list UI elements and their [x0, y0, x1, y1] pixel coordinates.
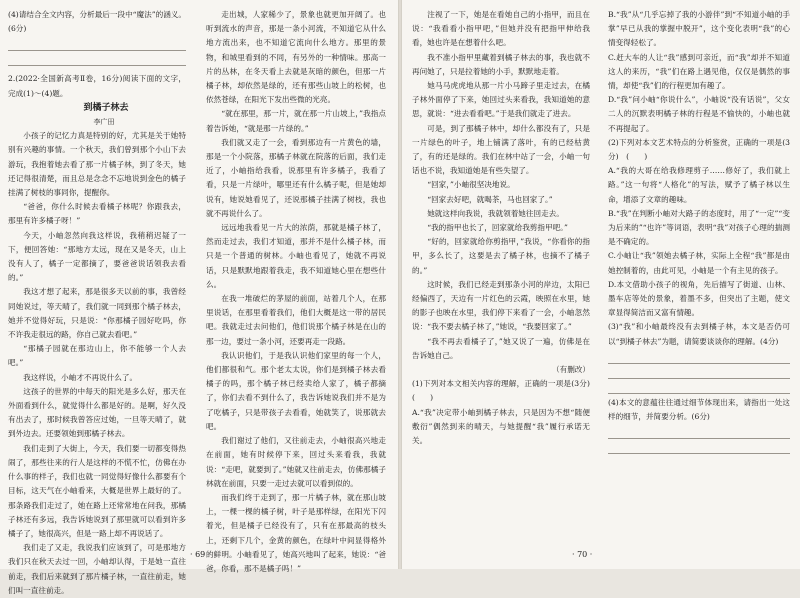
paragraph: “回家，”小岫很坚决地说。: [427, 180, 515, 190]
paragraph: C.小岫让“我”领她去橘子林，实际上全程“我”都是由她控制着的，由此可见，小岫是一个有主见的孩子。: [608, 251, 790, 275]
paragraph: “好的，回家就给你剪指甲，”我说，“你看你的指甲，多么长了，这要是去了橘子林，也摘不了橘子的。”: [412, 237, 590, 275]
question-2-prompt: (2)下列对本文艺术特点的分析鉴赏，正确的一项是(3分) ( ): [608, 137, 790, 162]
left-column-2: [206, 8, 386, 576]
paragraph: 我认识他们，于是我认识他们家里的每一个人，他们都很和气。那个老太太说，你们是到橘子林去看橘子的吗，那个橘子林已经卖给人家了，橘子都摘了，你们去看不到什么了，我告诉她说我们并不是为了吃橘子，只是带孩子去看看，她就笑了，说那就去吧。: [206, 350, 386, 431]
answer-line: [608, 381, 790, 394]
article-body-continued: [206, 8, 386, 576]
paragraph: B.“我”从“几乎忘掉了我的小游伴”到“不知道小岫的手掌”早已从我的掌握中脱开”，这个变化表明“我”的心情变得轻松了。: [608, 10, 790, 48]
question-4-prompt: (4)请结合全文内容，分析最后一段中“魔法”的涵义。(6分): [8, 10, 186, 34]
paragraph: 这孩子的世界的中每天的阳光是多么好，那天在外面看到什么，就觉得什么都是好的。是啊，好久没有出去了，那时候我曾答应过她，一旦等天晴了，就到外边去。还要领她到那橘子林去。: [8, 386, 186, 439]
paragraph: 我们谢过了他们，又往前走去，小岫很高兴地走在前面，她有时候停下来，回过头来看我，我就说：“走吧，就要到了。”她就又往前走去，仿佛那橘子林就在前面，只要一走过去就可以看到似的。: [206, 436, 386, 488]
answer-line: [608, 426, 790, 439]
paragraph: “我的指甲也长了，回家就给我剪指甲吧。”: [427, 223, 568, 233]
paragraph: 我们走了又走，我说我们应该到了，可是那地方我们只在秋天去过一回，小岫却认得，于是她一直往前走，我们后来就到了那片橘子林，一直往前走，她们叫一直往前走。: [8, 543, 186, 595]
paragraph: A.“我的大哥在给我修理剪子……修好了，我们就上路。”这一句将“人格化”的写法，赋予了橘子林以生命，增添了文章的趣味。: [608, 166, 790, 204]
answer-line: [608, 366, 790, 379]
answer-line: [608, 351, 790, 364]
right-column-2: [608, 8, 790, 456]
question-1-option-a: A.“我”决定带小岫到橘子林去，只是因为不想“随便敷衍”偶然到来的晴天，与她提醒“我”履行承诺无关。: [412, 407, 590, 446]
question-2-intro: 2.(2022·全国新高考Ⅱ卷，16分)阅读下面的文字，完成(1)～(4)题。: [8, 74, 186, 98]
paragraph: B.“我”在判断小岫对大路子的态度时，用了“一定”“变为后来的”“也许”等词语，表明“我”对孩子心理的揣测是不确定的。: [608, 208, 790, 247]
article-body: [8, 129, 186, 598]
article-author: 李广田: [93, 118, 115, 127]
left-column-1: [8, 8, 186, 598]
question-3-prompt: (3)“我”和小岫最终没有去到橘子林，本文是否仍可以“到橘子林去”为题，请简要谈谈你的理解。(4分): [608, 322, 790, 346]
answer-line: [8, 53, 186, 66]
paragraph: 今天，小岫忽然向我这样说，我稍稍迟疑了一下，便回答她：“那地方太远，现在又是冬天，山上没有人了，橘子一定都摘了，要爸爸说话领我去看的。”: [8, 230, 186, 283]
paragraph: 而我们终于走到了，那一片橘子林，就在那山坡上，一棵一棵的橘子树，叶子是那样绿，在阳光下闪着光，但是橘子已经没有了，只有在那最高的枝头上，还剩下几个，金黄的颜色，在绿叶中间显得格外的鲜明。小岫看见了，她高兴地叫了起来，她说：“爸爸，你看，那不是橘子吗！”: [206, 492, 386, 573]
question-2-options: [608, 164, 790, 320]
paragraph: 我们走到了大街上，今天，我们要一切都变得热闹了，那些往来的行人是这样的不慌不忙，仿佛在办什么事的样子，我们也就一同觉得好像什么都要有个目标，这天气在小岫看来，大概是世界上最好的了。那条路我们走过了，她在路上还常常地在问我，那橘子林还有多远，我告诉她说到了那里就可以看到许多橘子了，她很高兴，但是一路上却不再说话了。: [8, 443, 186, 538]
right-page: [402, 0, 800, 569]
answer-line: [608, 441, 790, 454]
paragraph: 走出城，人家稀少了，景象也就更加开阔了。也听到流水的声音，那是一条小河流，不知道它从什么地方流出来，也不知道它流向什么地方。那里的景物，和城里看到的不同，有另外的一种情味。那高一片的丛林，在冬天看上去就是灰暗的颜色，但那一片橘子林，却依然是绿的，还有那些山坡上的松树，也依然苍绿，在阳光下发出些微的光亮。: [206, 10, 386, 105]
article-title: 到橘子林去: [83, 102, 129, 113]
source-note: （有删改）: [552, 365, 590, 375]
paragraph: “爸爸，你什么时候去看橘子林呢？你跟我去，那里有许多橘子呀！”: [8, 202, 186, 226]
paragraph: 她马马虎虎地从那一片小马蹄子里走过去，在橘子林外面停了下来，她回过头来看我，我知道她的意思，就说：“进去看看吧。”于是我们就走了进去。: [412, 81, 590, 119]
paragraph: “我不再去看橘子了，”她又说了一遍，仿佛是在告诉她自己。: [412, 336, 590, 360]
left-page: [0, 0, 398, 595]
paragraph: 我们就又走了一会，看到那边有一片黄色的墙，那是一个小院落，那橘子林就在院落的后面，我们走近了，小岫指给我看，说那里有许多橘子，我看了看，只是一片绿叶，哪里还有什么橘子呢，但是她却说有，她说她看见了，还说那橘子挂满了树枝，我也就不再说什么了。: [206, 137, 386, 218]
paragraph: 我这才想了起来，那是很多天以前的事，我曾经同她说过，等天晴了，我们就一同到那个橘子林去，她并不觉得好玩，只是说：“你那橘子园好吃吗，你不许我走很远的路，你自己就去看吧。”: [8, 287, 186, 340]
page-number: · 70 ·: [572, 550, 593, 559]
question-1-prompt: (1)下列对本文相关内容的理解，正确的一项是(3分) ( ): [412, 379, 598, 403]
paragraph: 远远地我看见一片大的浓荫，那就是橘子林了，然而走过去，我们才知道，那并不是什么橘子林，而只是一个普通的树林。小岫也看见了，她就不再说话，只是默默地跟着我走，我不知道她心里在想些什么。: [206, 223, 386, 289]
paragraph: D.本文借助小孩子的视角，先后描写了街道、山林、墨车店等处的景象，着墨不多，但突出了主题，使文章显得简洁而又富有情趣。: [608, 279, 790, 318]
paragraph: C.赶大车的人让“我”感到可亲近，而“我”却并不知道这人的来历，“我”们在路上遇见他，仅仅是偶然的事情，却使“我”们的行程更加有趣了。: [608, 52, 790, 91]
paragraph: 我不准小指甲里藏着到橘子林去的事，我也就不再问她了，只是拉着她的小手，默默地走着。: [412, 52, 590, 76]
article-ending: [412, 8, 590, 363]
paragraph: 小孩子的记忆力真是特别的好，尤其是关于她特别有兴趣的事情。一个秋天，我们曾到那个小山下去游玩，我抱着她去看了那一片橘子林，到了冬天，她还记得很清楚，而且总是念念不忘地说到金色的橘子挂满了树枝的事同你，提醒你。: [8, 131, 186, 198]
paragraph: “就在那里，那一片，就在那一片山坡上，”我指点着告诉她，“就是那一片绿的。”: [206, 109, 386, 133]
paragraph: D.“我”问小岫“你说什么”，小岫说“没有话说”，父女二人的沉默表明橘子林的行程是不愉快的，小岫也就不再提起了。: [608, 95, 790, 133]
paragraph: 她就这样向我说，我就领着她往回走去。: [427, 208, 564, 218]
right-column-1: [412, 8, 598, 448]
paragraph: 我这样说，小岫才不再说什么了。: [23, 372, 138, 382]
paragraph: 可是，到了那橘子林中，却什么都没有了，只是一片绿色的叶子，地上铺满了落叶，有的已经枯黄了，有的还是绿的。我们在林中站了一会，小岫一句话也不说，我知道她是有些失望了。: [412, 123, 590, 176]
paragraph: “那橘子园就在那边山上，你不能够一个人去吧。”: [8, 344, 186, 368]
paragraph: 注视了一下，她是在看她自己的小指甲，而且在说：“我看看小指甲吧，”但她并没有把指甲伸给我看，她也许是在想着什么吧。: [412, 10, 590, 48]
paragraph: 这时候，我们已经走到那条小河的岸边，太阳已经偏西了，天边有一片红色的云霞，映照在水里，她的影子也映在水里，我们停下来看了一会，小岫忽然说：“我不要去橘子林了，”她说，“我要回家了。”: [412, 279, 590, 332]
answer-line: [8, 38, 186, 51]
paragraph: “回家去好吧，就喝茶，马也回家了。”: [427, 194, 553, 204]
paragraph: 在我一堆破烂的茅屋的前面，站着几个人，在那里说话，在那里看着我们，他们大概是这一带的居民吧。我就走过去问他们，他们说那个橘子林是在山的那一边，要过一条小河，还要再走一段路。: [206, 294, 386, 346]
page-number: · 69 ·: [190, 550, 211, 559]
question-1-options: [608, 8, 790, 136]
question-4-prompt: (4)本文的意蕴往往通过细节体现出来，请指出一处这样的细节，并简要分析。(6分): [608, 397, 790, 422]
